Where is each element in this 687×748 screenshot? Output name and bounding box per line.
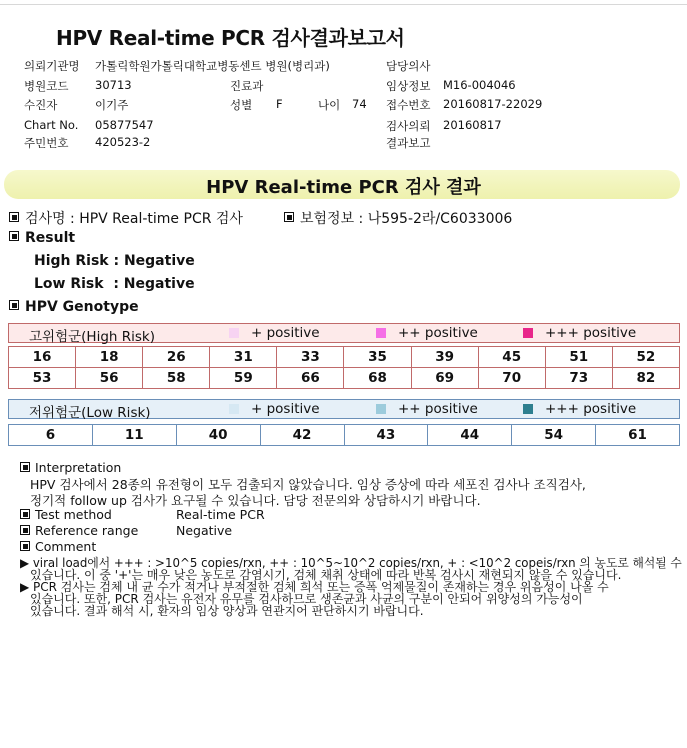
- square-bullet-icon: [20, 525, 30, 535]
- low-risk-result: Low Risk : Negative: [34, 276, 195, 292]
- genotype-cell: 56: [76, 368, 143, 389]
- test-name-row: [9, 208, 243, 228]
- receipt-value: 20160817-22029: [443, 97, 543, 111]
- dept-label: 진료과: [230, 79, 264, 93]
- genotype-cell: 40: [176, 425, 260, 446]
- square-bullet-icon: [20, 509, 30, 519]
- genotype-cell: 54: [512, 425, 596, 446]
- chart-label: Chart No.: [24, 118, 79, 132]
- triple-plus-swatch-icon: [523, 404, 533, 414]
- report-title: HPV Real-time PCR 검사결과보고서: [56, 26, 405, 50]
- comment-line: 있습니다. 결과 해석 시, 환자의 임상 양상과 연관지어 판단하시기 바랍니다.: [30, 604, 424, 618]
- genotype-cell: 33: [277, 347, 344, 368]
- request-label: 검사의뢰: [386, 119, 431, 133]
- legend-plus: + positive: [251, 401, 320, 417]
- chart-value: 05877547: [95, 118, 154, 132]
- genotype-cell: 31: [210, 347, 277, 368]
- method-label: Test method: [35, 507, 112, 522]
- genotype-cell: 52: [612, 347, 679, 368]
- high-risk-group-label: 고위험군(High Risk): [29, 329, 155, 345]
- square-bullet-icon: [284, 212, 294, 222]
- result-heading: Result: [25, 230, 76, 246]
- triple-plus-swatch-icon: [523, 328, 533, 338]
- genotype-cell: 66: [277, 368, 344, 389]
- institution-label: 의뢰기관명: [24, 59, 80, 73]
- genotype-cell: 11: [92, 425, 176, 446]
- comment-line: ▶ PCR 검사는 검체 내 균 수가 적거나 부적절한 검체 희석 또는 증폭 억제물질이 존재하는 경우 위음성이 나올 수: [20, 580, 609, 594]
- genotype-cell: 68: [344, 368, 411, 389]
- range-value: Negative: [176, 523, 233, 538]
- method-value: Real-time PCR: [176, 507, 265, 522]
- banner-title: HPV Real-time PCR 검사 결과: [206, 177, 481, 198]
- age-label: 나이: [318, 98, 341, 112]
- patient-value: 이기주: [95, 98, 129, 112]
- interpretation-line: HPV 검사에서 28종의 유전형이 모두 검출되지 않았습니다. 임상 증상에 따라 세포진 검사나 조직검사,: [30, 477, 586, 492]
- double-plus-swatch-icon: [376, 328, 386, 338]
- genotype-cell: 35: [344, 347, 411, 368]
- legend-double-plus: ++ positive: [398, 401, 478, 417]
- genotype-heading-row: [9, 299, 139, 315]
- genotype-cell: 18: [76, 347, 143, 368]
- hospital-code-value: 30713: [95, 78, 132, 92]
- genotype-cell: 58: [143, 368, 210, 389]
- square-bullet-icon: [9, 212, 19, 222]
- plus-swatch-icon: [229, 328, 239, 338]
- square-bullet-icon: [9, 231, 19, 241]
- legend-plus: + positive: [251, 325, 320, 341]
- comment-line: ▶ viral load에서 +++ : >10^5 copies/rxn, ++ : 10^5~10^2 copies/rxn, + : <10^2 copeis/rxn 의 농도로 해석될 수: [20, 556, 682, 570]
- genotype-cell: 45: [478, 347, 545, 368]
- genotype-cell: 42: [260, 425, 344, 446]
- double-plus-swatch-icon: [376, 404, 386, 414]
- patient-label: 수진자: [24, 98, 58, 112]
- doctor-label: 담당의사: [386, 59, 431, 73]
- low-risk-table: [8, 424, 680, 446]
- high-risk-legend: [8, 323, 680, 343]
- resident-label: 주민번호: [24, 136, 69, 150]
- square-bullet-icon: [20, 541, 30, 551]
- genotype-cell: 61: [596, 425, 680, 446]
- genotype-cell: 26: [143, 347, 210, 368]
- genotype-cell: 73: [545, 368, 612, 389]
- receipt-label: 접수번호: [386, 98, 431, 112]
- comment-heading-row: [20, 539, 96, 554]
- genotype-cell: 70: [478, 368, 545, 389]
- table-row: [9, 368, 680, 389]
- range-label: Reference range: [35, 523, 139, 538]
- genotype-cell: 39: [411, 347, 478, 368]
- genotype-cell: 59: [210, 368, 277, 389]
- genotype-cell: 16: [9, 347, 76, 368]
- interpretation-label: Interpretation: [35, 460, 122, 475]
- square-bullet-icon: [20, 462, 30, 472]
- interpretation-heading-row: [20, 460, 121, 475]
- low-risk-legend: [8, 399, 680, 419]
- genotype-heading: HPV Genotype: [25, 299, 139, 315]
- resident-value: 420523-2: [95, 135, 151, 149]
- result-report-label: 결과보고: [386, 136, 431, 150]
- sex-value: F: [276, 97, 283, 111]
- range-row: [20, 523, 138, 538]
- low-risk-group-label: 저위험군(Low Risk): [29, 405, 151, 421]
- method-row: [20, 507, 112, 522]
- legend-double-plus: ++ positive: [398, 325, 478, 341]
- genotype-cell: 82: [612, 368, 679, 389]
- institution-value: 가톨릭학원가톨릭대학교병동센트 병원(병리과): [95, 59, 330, 73]
- square-bullet-icon: [9, 300, 19, 310]
- plus-swatch-icon: [229, 404, 239, 414]
- genotype-cell: 53: [9, 368, 76, 389]
- legend-triple-plus: +++ positive: [545, 325, 637, 341]
- clinical-value: M16-004046: [443, 78, 516, 92]
- high-risk-result: High Risk : Negative: [34, 253, 195, 269]
- interpretation-line: 정기적 follow up 검사가 요구될 수 있습니다. 담당 전문의와 상담하시기 바랍니다.: [30, 493, 481, 508]
- table-row: [9, 347, 680, 368]
- genotype-cell: 51: [545, 347, 612, 368]
- test-name: 검사명 : HPV Real-time PCR 검사: [25, 211, 243, 227]
- sex-label: 성별: [230, 98, 253, 112]
- table-row: [9, 425, 680, 446]
- comment-label: Comment: [35, 539, 97, 554]
- comment-line: 있습니다. 이 중 '+'는 매우 낮은 농도로 감염시기, 검체 채취 상태에 따라 반복 검사시 재현되지 않을 수 있습니다.: [30, 568, 622, 582]
- insurance-info: 보험정보 : 나595-2라/C6033006: [300, 211, 513, 227]
- genotype-cell: 69: [411, 368, 478, 389]
- legend-triple-plus: +++ positive: [545, 401, 637, 417]
- result-heading-row: [9, 230, 75, 246]
- insurance-row: [284, 208, 512, 228]
- high-risk-table: [8, 346, 680, 389]
- clinical-label: 임상정보: [386, 79, 431, 93]
- age-value: 74: [352, 97, 367, 111]
- top-rule: [0, 4, 687, 5]
- request-value: 20160817: [443, 118, 502, 132]
- genotype-cell: 6: [9, 425, 93, 446]
- genotype-cell: 44: [428, 425, 512, 446]
- hospital-code-label: 병원코드: [24, 79, 69, 93]
- genotype-cell: 43: [344, 425, 428, 446]
- comment-line: 있습니다. 또한, PCR 검사는 유전자 유무를 검사하므로 생존균과 사균의 구분이 안되어 위양성의 가능성이: [30, 592, 583, 606]
